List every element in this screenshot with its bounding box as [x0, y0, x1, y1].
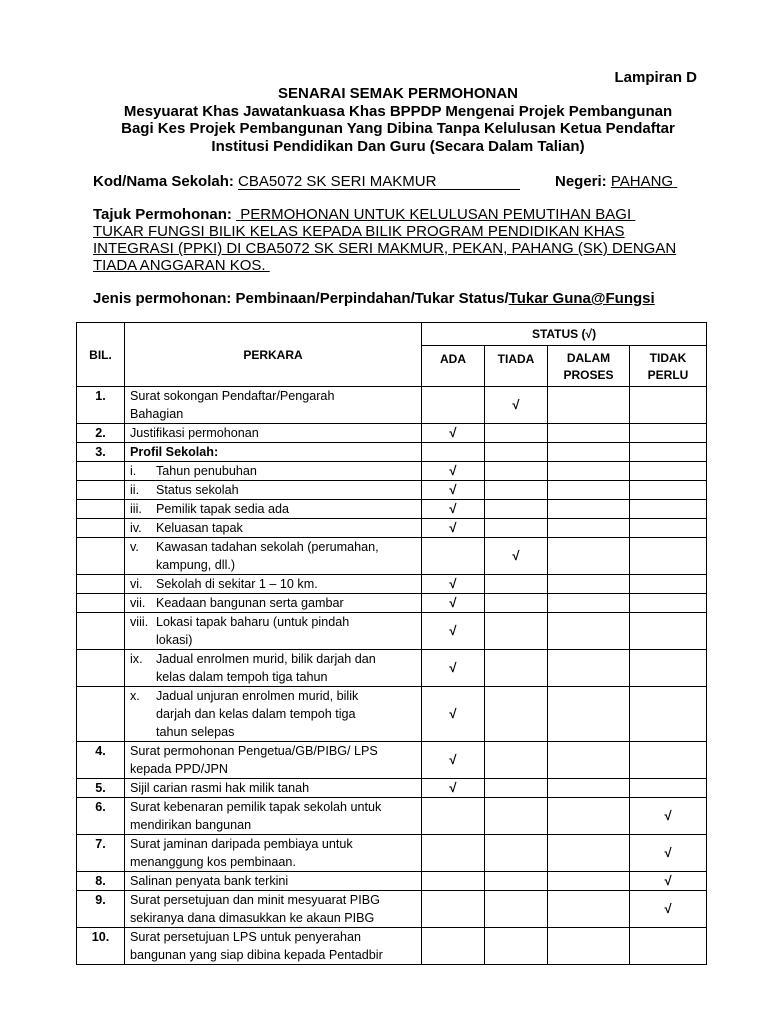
check-mark-icon: √ [664, 873, 672, 888]
row-number: 10. [77, 928, 125, 965]
row-item [125, 575, 422, 594]
status-cell-dalam-proses [548, 481, 630, 500]
table-row [77, 519, 707, 538]
table-row [77, 798, 707, 835]
table-row [77, 481, 707, 500]
row-item-text: Surat persetujuan LPS untuk penyerahan [130, 930, 362, 944]
row-item-text: mendirikan bangunan [130, 818, 252, 832]
status-cell-tidak-perlu [630, 742, 707, 779]
checklist-table [76, 322, 707, 965]
status-cell-dalam-proses [548, 872, 630, 891]
status-cell-tidak-perlu [630, 835, 707, 872]
row-item-text: Keluasan tapak [156, 521, 243, 535]
row-number: 1. [77, 387, 125, 424]
application-type-label: Jenis permohonan: Pembinaan/Perpindahan/Tukar Status/ [93, 290, 509, 307]
row-item-text: kepada PPD/JPN [130, 762, 229, 776]
row-item-text: Pemilik tapak sedia ada [156, 502, 290, 516]
table-row [77, 424, 707, 443]
document-heading [90, 85, 706, 155]
column-header-dalam-proses: DALAM PROSES [548, 346, 630, 387]
check-mark-icon: √ [449, 660, 457, 675]
status-cell-tidak-perlu [630, 387, 707, 424]
row-number [77, 613, 125, 650]
status-cell-dalam-proses [548, 928, 630, 965]
row-item-text: Surat jaminan daripada pembiaya untuk [130, 837, 353, 851]
column-header-perkara: PERKARA [125, 323, 422, 387]
state-row [555, 173, 677, 190]
status-cell-ada [422, 424, 485, 443]
check-mark-icon: √ [512, 397, 520, 412]
row-number: 8. [77, 872, 125, 891]
status-cell-dalam-proses [548, 835, 630, 872]
row-item-text: tahun selepas [156, 725, 235, 739]
row-item [125, 481, 422, 500]
row-item-text: Jadual unjuran enrolmen murid, bilik [156, 689, 359, 703]
status-cell-dalam-proses [548, 687, 630, 742]
status-cell-tidak-perlu [630, 872, 707, 891]
check-mark-icon: √ [664, 845, 672, 860]
row-number: 6. [77, 798, 125, 835]
status-cell-tiada [485, 891, 548, 928]
row-item-text: kampung, dll.) [156, 558, 236, 572]
status-cell-dalam-proses [548, 462, 630, 481]
row-number [77, 575, 125, 594]
row-item-text: sekiranya dana dimasukkan ke akaun PIBG [130, 911, 375, 925]
row-item-text: Sijil carian rasmi hak milik tanah [130, 781, 310, 795]
row-item-text: Salinan penyata bank terkini [130, 874, 289, 888]
row-item-text: kelas dalam tempoh tiga tahun [156, 670, 328, 684]
row-item-text: Surat persetujuan dan minit mesyuarat PIBG [130, 893, 380, 907]
row-subnumber: ii. [130, 483, 140, 497]
status-cell-dalam-proses [548, 387, 630, 424]
row-item-text: Kawasan tadahan sekolah (perumahan, [156, 540, 379, 554]
status-cell-ada [422, 575, 485, 594]
row-item [125, 872, 422, 891]
status-cell-tidak-perlu [630, 575, 707, 594]
status-cell-ada [422, 500, 485, 519]
check-mark-icon: √ [449, 463, 457, 478]
school-code-row [93, 173, 520, 190]
row-item [125, 835, 422, 872]
status-cell-dalam-proses [548, 891, 630, 928]
column-header-tidak-perlu: TIDAK PERLU [630, 346, 707, 387]
status-cell-tiada [485, 872, 548, 891]
row-subnumber: iii. [130, 502, 142, 516]
row-subnumber: x. [130, 689, 140, 703]
row-item-text: Bahagian [130, 407, 184, 421]
row-subnumber: viii. [130, 615, 149, 629]
status-cell-tiada [485, 835, 548, 872]
check-mark-icon: √ [449, 706, 457, 721]
status-cell-tiada [485, 462, 548, 481]
status-cell-ada [422, 798, 485, 835]
check-mark-icon: √ [449, 482, 457, 497]
row-item [125, 650, 422, 687]
status-cell-dalam-proses [548, 443, 630, 462]
check-mark-icon: √ [449, 623, 457, 638]
status-cell-ada [422, 481, 485, 500]
row-number: 7. [77, 835, 125, 872]
status-cell-dalam-proses [548, 575, 630, 594]
row-item [125, 443, 422, 462]
check-mark-icon: √ [449, 501, 457, 516]
status-cell-ada [422, 462, 485, 481]
row-subnumber: ix. [130, 652, 143, 666]
status-cell-dalam-proses [548, 500, 630, 519]
row-number [77, 462, 125, 481]
status-cell-tidak-perlu [630, 798, 707, 835]
status-cell-dalam-proses [548, 742, 630, 779]
table-row [77, 742, 707, 779]
status-cell-tiada [485, 650, 548, 687]
application-title-line-2: TUKAR FUNGSI BILIK KELAS KEPADA BILIK PROGRAM PENDIDIKAN KHAS [93, 223, 625, 240]
status-cell-tiada [485, 687, 548, 742]
column-header-status: STATUS (√) [422, 323, 707, 346]
application-title-line-4: TIADA ANGGARAN KOS. [93, 257, 266, 274]
status-cell-ada [422, 538, 485, 575]
application-title-line-3: INTEGRASI (PPKI) DI CBA5072 SK SERI MAKMUR, PEKAN, PAHANG (SK) DENGAN [93, 240, 677, 257]
status-cell-ada [422, 928, 485, 965]
state-label: Negeri: [555, 173, 607, 190]
row-item-text: Lokasi tapak baharu (untuk pindah [156, 615, 350, 629]
column-header-ada: ADA [422, 346, 485, 387]
table-row [77, 687, 707, 742]
table-row [77, 594, 707, 613]
check-mark-icon: √ [449, 752, 457, 767]
table-row [77, 500, 707, 519]
school-code-label: Kod/Nama Sekolah: [93, 173, 234, 190]
table-row [77, 891, 707, 928]
column-header-tiada: TIADA [485, 346, 548, 387]
application-title-label: Tajuk Permohonan: [93, 206, 232, 223]
status-cell-dalam-proses [548, 424, 630, 443]
status-cell-tiada [485, 575, 548, 594]
row-number: 4. [77, 742, 125, 779]
status-cell-ada [422, 835, 485, 872]
status-cell-dalam-proses [548, 538, 630, 575]
status-cell-dalam-proses [548, 650, 630, 687]
table-row [77, 779, 707, 798]
application-type-row [93, 290, 655, 307]
status-cell-tidak-perlu [630, 481, 707, 500]
row-item-text: Justifikasi permohonan [130, 426, 259, 440]
row-item-text: Surat sokongan Pendaftar/Pengarah [130, 389, 335, 403]
row-number: 5. [77, 779, 125, 798]
status-cell-ada [422, 687, 485, 742]
table-row [77, 613, 707, 650]
status-cell-ada [422, 594, 485, 613]
status-cell-tiada [485, 594, 548, 613]
heading-title: SENARAI SEMAK PERMOHONAN [277, 85, 518, 102]
row-subnumber: vi. [130, 577, 143, 591]
status-cell-tidak-perlu [630, 519, 707, 538]
row-item-text: lokasi) [156, 633, 193, 647]
check-mark-icon: √ [449, 576, 457, 591]
status-cell-ada [422, 387, 485, 424]
status-cell-tiada [485, 519, 548, 538]
table-row [77, 462, 707, 481]
row-item [125, 594, 422, 613]
row-subnumber: vii. [130, 596, 146, 610]
table-row [77, 575, 707, 594]
heading-line-3: Bagi Kes Projek Pembangunan Yang Dibina Tanpa Kelulusan Ketua Pendaftar [121, 120, 675, 137]
heading-line-4: Institusi Pendidikan Dan Guru (Secara Dalam Talian) [211, 137, 585, 155]
row-item-text: Jadual enrolmen murid, bilik darjah dan [156, 652, 376, 666]
row-item-text: Sekolah di sekitar 1 – 10 km. [156, 577, 318, 591]
row-number [77, 650, 125, 687]
status-cell-ada [422, 872, 485, 891]
status-cell-tiada [485, 613, 548, 650]
row-subnumber: v. [130, 540, 139, 554]
row-item [125, 928, 422, 965]
school-code-value: CBA5072 SK SERI MAKMUR [238, 174, 520, 190]
table-row [77, 538, 707, 575]
row-item [125, 519, 422, 538]
check-mark-icon: √ [449, 425, 457, 440]
row-number: 9. [77, 891, 125, 928]
column-header-bil: BIL. [77, 323, 125, 387]
status-cell-tidak-perlu [630, 687, 707, 742]
status-cell-tidak-perlu [630, 891, 707, 928]
status-cell-dalam-proses [548, 519, 630, 538]
table-row [77, 650, 707, 687]
row-number: 3. [77, 443, 125, 462]
row-item [125, 424, 422, 443]
check-mark-icon: √ [664, 808, 672, 823]
state-value: PAHANG [610, 173, 674, 190]
status-cell-tiada [485, 538, 548, 575]
status-cell-tiada [485, 798, 548, 835]
check-mark-icon: √ [449, 780, 457, 795]
row-item [125, 387, 422, 424]
row-item-text: Tahun penubuhan [156, 464, 257, 478]
row-number [77, 519, 125, 538]
status-cell-tidak-perlu [630, 779, 707, 798]
status-cell-ada [422, 613, 485, 650]
status-cell-dalam-proses [548, 779, 630, 798]
status-cell-tiada [485, 443, 548, 462]
checklist-body [77, 387, 707, 965]
status-cell-tidak-perlu [630, 928, 707, 965]
status-cell-ada [422, 779, 485, 798]
row-item-text: Keadaan bangunan serta gambar [156, 596, 344, 610]
status-cell-dalam-proses [548, 613, 630, 650]
status-cell-tidak-perlu [630, 500, 707, 519]
row-number [77, 687, 125, 742]
row-item-text: Status sekolah [156, 483, 239, 497]
row-item [125, 687, 422, 742]
row-item [125, 462, 422, 481]
row-number [77, 538, 125, 575]
application-type-selected: Tukar Guna@Fungsi [508, 290, 655, 307]
check-mark-icon: √ [449, 595, 457, 610]
row-item [125, 613, 422, 650]
table-row [77, 443, 707, 462]
status-cell-tidak-perlu [630, 424, 707, 443]
status-cell-dalam-proses [548, 798, 630, 835]
status-cell-tiada [485, 500, 548, 519]
heading-line-2: Mesyuarat Khas Jawatankuasa Khas BPPDP Mengenai Projek Pembangunan [123, 102, 673, 120]
status-cell-tiada [485, 928, 548, 965]
row-number [77, 594, 125, 613]
attachment-label: Lampiran D [614, 69, 697, 86]
status-cell-tiada [485, 424, 548, 443]
check-mark-icon: √ [664, 901, 672, 916]
check-mark-icon: √ [512, 548, 520, 563]
row-item-text: Surat permohonan Pengetua/GB/PIBG/ LPS [130, 744, 378, 758]
application-title-block [93, 206, 708, 274]
row-item [125, 798, 422, 835]
row-number [77, 481, 125, 500]
status-cell-tiada [485, 742, 548, 779]
row-item-text: bangunan yang siap dibina kepada Pentadbir [130, 948, 383, 962]
status-cell-tiada [485, 387, 548, 424]
status-cell-ada [422, 742, 485, 779]
row-number [77, 500, 125, 519]
row-item [125, 500, 422, 519]
status-cell-ada [422, 891, 485, 928]
row-item [125, 742, 422, 779]
row-item-text: darjah dan kelas dalam tempoh tiga [156, 707, 356, 721]
status-cell-ada [422, 650, 485, 687]
status-cell-tidak-perlu [630, 613, 707, 650]
row-item [125, 891, 422, 928]
status-cell-tidak-perlu [630, 443, 707, 462]
status-cell-tiada [485, 481, 548, 500]
table-row [77, 835, 707, 872]
table-row [77, 387, 707, 424]
row-number: 2. [77, 424, 125, 443]
status-cell-tidak-perlu [630, 538, 707, 575]
row-item-text: Profil Sekolah: [130, 445, 219, 459]
row-item-text: menanggung kos pembinaan. [130, 855, 296, 869]
status-cell-tidak-perlu [630, 462, 707, 481]
status-cell-tidak-perlu [630, 594, 707, 613]
row-item [125, 779, 422, 798]
check-mark-icon: √ [449, 520, 457, 535]
status-cell-ada [422, 443, 485, 462]
row-item [125, 538, 422, 575]
status-cell-tidak-perlu [630, 650, 707, 687]
status-cell-dalam-proses [548, 594, 630, 613]
row-item-text: Surat kebenaran pemilik tapak sekolah untuk [130, 800, 382, 814]
status-cell-ada [422, 519, 485, 538]
row-subnumber: i. [130, 464, 137, 478]
table-row [77, 928, 707, 965]
application-title-line-1: PERMOHONAN UNTUK KELULUSAN PEMUTIHAN BAGI [240, 206, 632, 223]
table-row [77, 872, 707, 891]
row-subnumber: iv. [130, 521, 142, 535]
status-cell-tiada [485, 779, 548, 798]
